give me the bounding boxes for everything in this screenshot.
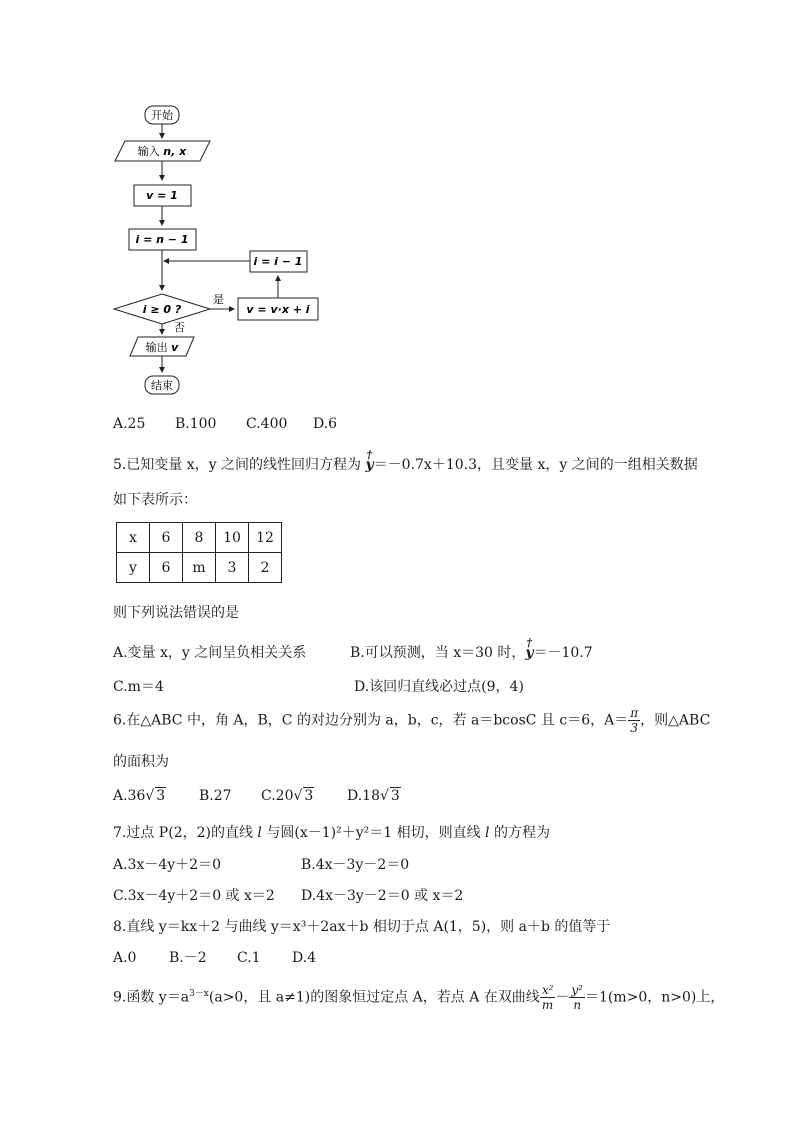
q8-stem: 8.直线 y＝kx＋2 与曲线 y＝x³＋2ax＋b 相切于点 A(1，5)，则 a＋b 的值等于 <box>113 919 611 935</box>
q7-stem: 7.过点 P(2，2)的直线 l 与圆(x－1)²＋y²＝1 相切，则直线 l 的方程为 <box>113 825 550 841</box>
q5-option-d: D.该回归直线必过点(9，4) <box>354 679 524 695</box>
q7-options-row2 <box>113 885 463 905</box>
q5-option-b: B.可以预测，当 x＝30 时，† y＝－10.7 <box>350 642 593 662</box>
table-cell: m <box>183 553 216 583</box>
fraction-x2-over-m: $\frac{\text{x²}}{m}$ <box>541 983 554 1012</box>
q5-stem-line1: 5.已知变量 x，y 之间的线性回归方程为 † y＝－0.7x＋10.3，且变量 x，y 之间的一组相关数据 <box>113 454 698 474</box>
q5-options-row1 <box>113 642 593 662</box>
q6-option-b: B.27 <box>199 788 232 804</box>
q4-option-d: D.6 <box>313 416 338 432</box>
q4-option-b: B.100 <box>175 416 217 432</box>
q5-ask: 则下列说法错误的是 <box>113 605 239 621</box>
table-cell: 12 <box>249 523 282 553</box>
q7-options-row1 <box>113 854 409 874</box>
q7-option-b: B.4x－3y－2＝0 <box>301 857 410 873</box>
q6-option-a: A.36√ 3 <box>113 788 166 804</box>
q5-stem-line2: 如下表所示： <box>113 492 197 508</box>
flow-i-update-label: i = i − 1 <box>253 255 303 268</box>
q5-options-row2 <box>113 676 524 696</box>
flow-output-label: 输出 v <box>145 341 179 354</box>
q4-options <box>113 416 337 432</box>
q6-stem-line1: 6.在△ABC 中，角 A，B，C 的对边分别为 a，b，c，若 a＝bcosC 且 c＝6，A＝ $\frac{\pi}{3}$ ，则△ABC <box>113 706 711 735</box>
q7-option-a: A.3x－4y＋2＝0 <box>113 857 221 873</box>
y-hat-symbol: † y <box>366 457 374 473</box>
q6-options <box>113 787 401 804</box>
q4-option-a: A.25 <box>113 416 146 432</box>
table-cell: x <box>117 523 150 553</box>
q5-option-a: A.变量 x，y 之间呈负相关关系 <box>113 645 307 661</box>
table-cell: 10 <box>216 523 249 553</box>
q6-stem-line2: 的面积为 <box>113 754 169 770</box>
q8-option-b: B.－2 <box>169 950 207 966</box>
q6-option-d: D.18√ 3 <box>347 788 400 804</box>
table-row <box>117 523 282 553</box>
flow-v-init-label: v = 1 <box>146 189 178 202</box>
q8-option-d: D.4 <box>292 950 317 966</box>
table-cell: 6 <box>150 553 183 583</box>
fraction-pi-over-3: $\frac{\pi}{3}$ <box>630 706 639 735</box>
table-cell: 2 <box>249 553 282 583</box>
q5-option-c: C.m＝4 <box>113 679 164 695</box>
q8-option-c: C.1 <box>237 950 261 966</box>
q8-options <box>113 947 316 967</box>
table-cell: y <box>117 553 150 583</box>
q7-option-c: C.3x－4y＋2＝0 或 x＝2 <box>113 888 275 904</box>
table-cell: 3 <box>216 553 249 583</box>
q4-option-c: C.400 <box>246 416 288 432</box>
flow-decision-label: i ≥ 0 ? <box>142 303 182 316</box>
flow-v-update-label: v = v·x + i <box>246 303 310 316</box>
q7-option-d: D.4x－3y－2＝0 或 x＝2 <box>301 888 464 904</box>
table-cell: 6 <box>150 523 183 553</box>
flow-no-label: 否 <box>174 321 185 334</box>
flow-end-label: 结束 <box>151 379 173 392</box>
table-row <box>117 553 282 583</box>
flow-input-label: 输入 n, x <box>137 145 187 158</box>
q5-data-table <box>116 522 282 583</box>
table-cell: 8 <box>183 523 216 553</box>
q8-option-a: A.0 <box>113 950 137 966</box>
y-hat-symbol: † y <box>525 645 533 661</box>
flow-start-label: 开始 <box>151 109 173 122</box>
flow-i-init-label: i = n − 1 <box>135 233 189 246</box>
q6-option-c: C.20√ 3 <box>261 788 314 804</box>
flow-yes-label: 是 <box>213 293 224 306</box>
flowchart <box>100 100 340 405</box>
q9-stem: 9.函数 $y=a^{3-x}(a>0$，且 a≠1)的图象恒过定点 A，若点 A 在双曲线 $\frac{\text{x²}}{m}$ － $\frac{\text{y²}}{n}$ ＝1(m>0，n>0)上， <box>113 983 725 1012</box>
fraction-y2-over-n: $\frac{\text{y²}}{n}$ <box>571 983 583 1012</box>
